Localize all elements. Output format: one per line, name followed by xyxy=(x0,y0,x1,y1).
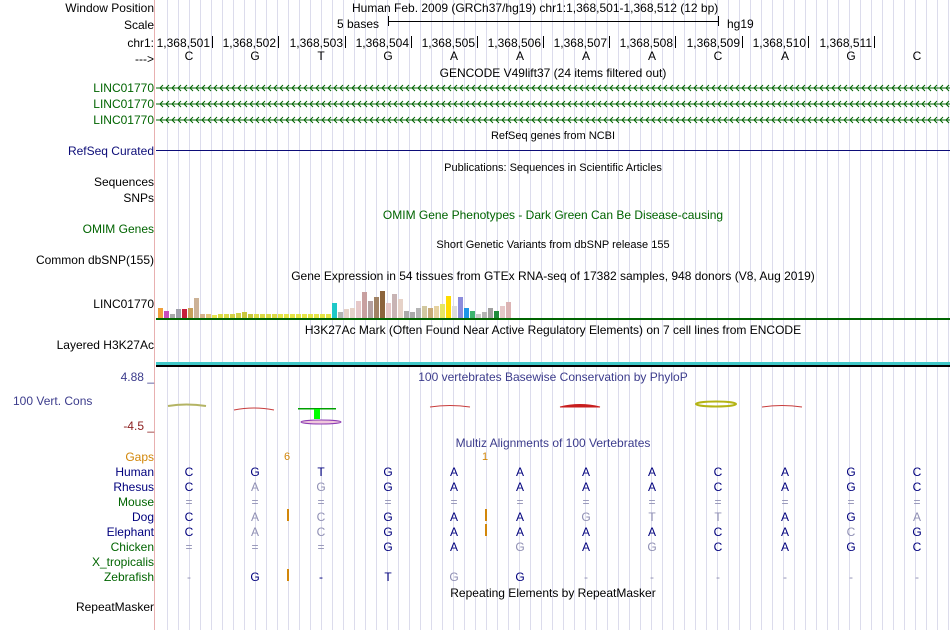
gtex-tissue-bar[interactable] xyxy=(470,311,475,318)
aligned-base: C xyxy=(713,465,723,479)
species-label[interactable]: Elephant xyxy=(106,525,154,539)
gtex-tissue-bar[interactable] xyxy=(404,311,409,318)
aligned-base: = xyxy=(251,540,259,554)
aligned-base: C xyxy=(184,525,194,539)
aligned-base: - xyxy=(584,570,588,584)
gencode-item-label[interactable]: LINC01770 xyxy=(93,97,154,111)
aligned-base: A xyxy=(515,510,524,524)
ruler-position-label: 1,368,508 xyxy=(619,36,673,50)
species-label[interactable]: Human xyxy=(115,465,154,479)
cons-max: 4.88 _ xyxy=(120,370,154,384)
gtex-tissue-bar[interactable] xyxy=(458,297,463,318)
pubs-label-snps[interactable]: SNPs xyxy=(123,191,154,205)
aligned-base: C xyxy=(713,480,723,494)
pubs-track-title[interactable]: Publications: Sequences in Scientific Articles xyxy=(444,162,662,174)
gtex-tissue-bar[interactable] xyxy=(494,311,499,318)
aligned-base: C xyxy=(184,510,194,524)
aligned-base: A xyxy=(647,465,656,479)
gtex-label[interactable]: LINC01770 xyxy=(93,297,154,311)
ruler-position-label: 1,368,502 xyxy=(222,36,276,50)
aligned-base: A xyxy=(515,480,524,494)
aligned-base: T xyxy=(648,510,656,524)
gtex-tissue-bar[interactable] xyxy=(500,306,505,318)
ruler-tick xyxy=(278,36,279,48)
gtex-tissue-bar[interactable] xyxy=(392,294,397,318)
aligned-base: A xyxy=(449,510,458,524)
gtex-tissue-bar[interactable] xyxy=(434,306,439,318)
ruler-position-label: 1,368,505 xyxy=(421,36,475,50)
aligned-base: G xyxy=(846,465,856,479)
reference-base: A xyxy=(647,49,656,63)
aligned-base: A xyxy=(780,525,789,539)
gtex-tissue-bar[interactable] xyxy=(356,301,361,318)
aligned-base: C xyxy=(713,540,723,554)
aligned-base: C xyxy=(184,480,194,494)
aligned-base: G xyxy=(383,465,393,479)
reference-base: G xyxy=(250,49,260,63)
reference-base: A xyxy=(449,49,458,63)
aligned-base: C xyxy=(846,525,856,539)
aligned-base: - xyxy=(716,570,720,584)
gtex-tissue-bar[interactable] xyxy=(176,309,181,318)
gencode-gene-models[interactable] xyxy=(156,80,950,128)
aligned-base: T xyxy=(714,510,722,524)
h3k27ac-baseline xyxy=(156,365,950,367)
aligned-base: G xyxy=(581,510,591,524)
dbsnp-track-title[interactable]: Short Genetic Variants from dbSNP release 155 xyxy=(436,239,670,251)
gtex-tissue-bar[interactable] xyxy=(368,301,373,318)
aligned-base: A xyxy=(581,480,590,494)
gap-count: 1 xyxy=(482,451,489,463)
cons-min: -4.5 _ xyxy=(123,419,154,433)
species-label[interactable]: X_tropicalis xyxy=(91,555,154,569)
multiz-track-title[interactable]: Multiz Alignments of 100 Vertebrates xyxy=(455,436,651,450)
scale-label: Scale xyxy=(123,18,154,32)
aligned-base: C xyxy=(316,525,326,539)
gtex-tissue-bar[interactable] xyxy=(332,303,337,318)
h3k27ac-track-title[interactable]: H3K27Ac Mark (Often Found Near Active Regulatory Elements) on 7 cell lines from ENCODE xyxy=(304,323,802,337)
refseq-track-title[interactable]: RefSeq genes from NCBI xyxy=(490,130,616,142)
aligned-base: A xyxy=(250,480,259,494)
gtex-tissue-bar[interactable] xyxy=(350,308,355,318)
aligned-base: = xyxy=(648,495,656,509)
cons-track-title[interactable]: 100 vertebrates Basewise Conservation by PhyloP xyxy=(418,370,688,384)
gtex-tissue-bar[interactable] xyxy=(440,304,445,318)
gtex-tissue-bar[interactable] xyxy=(380,291,385,318)
aligned-base: G xyxy=(250,465,260,479)
reference-base: T xyxy=(317,49,325,63)
aligned-base: A xyxy=(250,525,259,539)
aligned-base: T xyxy=(317,465,325,479)
assembly-label: hg19 xyxy=(727,17,754,31)
gtex-tissue-bar[interactable] xyxy=(194,298,199,318)
aligned-base: G xyxy=(515,570,525,584)
gtex-tissue-bar[interactable] xyxy=(374,297,379,318)
gtex-tissue-bar[interactable] xyxy=(362,292,367,318)
aligned-base: G xyxy=(912,525,922,539)
aligned-base: A xyxy=(449,465,458,479)
aligned-base: = xyxy=(781,495,789,509)
gencode-item-label[interactable]: LINC01770 xyxy=(93,81,154,95)
aligned-base: = xyxy=(714,495,722,509)
aligned-base: = xyxy=(317,540,325,554)
aligned-base: G xyxy=(316,480,326,494)
aligned-base: = xyxy=(847,495,855,509)
insertion-markers xyxy=(156,505,950,585)
repeat-track-title[interactable]: Repeating Elements by RepeatMasker xyxy=(450,586,656,600)
aligned-base: A xyxy=(581,465,590,479)
aligned-base: - xyxy=(319,570,323,584)
gtex-track-title[interactable]: Gene Expression in 54 tissues from GTEx RNA-seq of 17382 samples, 948 donors (V8, Aug 2019) xyxy=(291,269,815,283)
cons-label[interactable]: 100 Vert. Cons xyxy=(13,394,93,408)
aligned-base: G xyxy=(846,540,856,554)
gtex-tissue-bar[interactable] xyxy=(464,308,469,318)
aligned-base: A xyxy=(581,540,590,554)
strand-label: ---> xyxy=(135,52,154,66)
aligned-base: = xyxy=(251,495,259,509)
species-label[interactable]: Chicken xyxy=(110,540,154,554)
ruler-tick xyxy=(808,36,809,48)
reference-base: A xyxy=(780,49,789,63)
gtex-expression-bars[interactable] xyxy=(156,284,950,320)
aligned-base: = xyxy=(185,495,193,509)
gtex-tissue-bar[interactable] xyxy=(386,303,391,318)
aligned-base: G xyxy=(383,540,393,554)
aligned-base: = xyxy=(913,495,921,509)
ruler-tick xyxy=(742,36,743,48)
aligned-base: A xyxy=(449,540,458,554)
aligned-base: A xyxy=(515,525,524,539)
aligned-base: = xyxy=(384,495,392,509)
aligned-base: C xyxy=(912,540,922,554)
ruler-tick xyxy=(675,36,676,48)
ruler-position-label: 1,368,511 xyxy=(819,36,872,50)
conservation-plot[interactable] xyxy=(156,398,950,428)
ruler-tick xyxy=(874,36,875,48)
repeat-label[interactable]: RepeatMasker xyxy=(75,600,154,614)
h3k27ac-label[interactable]: Layered H3K27Ac xyxy=(56,338,154,352)
aligned-base: A xyxy=(780,465,789,479)
gtex-tissue-bar[interactable] xyxy=(398,299,403,318)
aligned-base: T xyxy=(384,570,392,584)
reference-base: C xyxy=(713,49,723,63)
aligned-base: G xyxy=(383,510,393,524)
scale-bar-right-cap xyxy=(718,16,719,26)
species-label[interactable]: Rhesus xyxy=(113,480,154,494)
aligned-base: C xyxy=(184,465,194,479)
reference-base: C xyxy=(912,49,922,63)
ruler-position-label: 1,368,509 xyxy=(686,36,740,50)
aligned-base: - xyxy=(650,570,654,584)
gap-count: 6 xyxy=(284,451,291,463)
aligned-base: G xyxy=(846,510,856,524)
reference-base: A xyxy=(581,49,590,63)
aligned-base: = xyxy=(582,495,590,509)
gtex-tissue-bar[interactable] xyxy=(506,302,511,318)
aligned-base: - xyxy=(187,570,191,584)
window-position-value: Human Feb. 2009 (GRCh37/hg19) chr1:1,368,501-1,368,512 (12 bp) xyxy=(352,1,719,15)
gtex-tissue-bar[interactable] xyxy=(188,308,193,318)
aligned-base: = xyxy=(185,540,193,554)
aligned-base: A xyxy=(581,525,590,539)
dbsnp-label[interactable]: Common dbSNP(155) xyxy=(35,253,154,267)
gtex-baseline xyxy=(156,318,950,320)
ruler-tick xyxy=(477,36,478,48)
aligned-base: G xyxy=(647,540,657,554)
reference-base: A xyxy=(515,49,524,63)
omim-track-title[interactable]: OMIM Gene Phenotypes - Dark Green Can Be Disease-causing xyxy=(382,208,724,222)
species-label[interactable]: Dog xyxy=(131,510,154,524)
gtex-tissue-bar[interactable] xyxy=(452,306,457,318)
aligned-base: G xyxy=(250,570,260,584)
reference-base: C xyxy=(184,49,194,63)
aligned-base: A xyxy=(250,510,259,524)
aligned-base: = xyxy=(516,495,524,509)
aligned-base: A xyxy=(515,465,524,479)
gtex-tissue-bar[interactable] xyxy=(422,306,427,318)
refseq-gene-line[interactable] xyxy=(156,150,950,151)
scale-text: 5 bases xyxy=(337,17,380,31)
gencode-item-label[interactable]: LINC01770 xyxy=(93,113,154,127)
species-label[interactable]: Zebrafish xyxy=(103,570,154,584)
gtex-tissue-bar[interactable] xyxy=(446,296,451,318)
refseq-label[interactable]: RefSeq Curated xyxy=(67,144,154,158)
aligned-base: G xyxy=(846,480,856,494)
gtex-tissue-bar[interactable] xyxy=(344,309,349,318)
species-label[interactable]: Mouse xyxy=(117,495,154,509)
ruler-position-label: 1,368,510 xyxy=(752,36,806,50)
ruler-tick xyxy=(212,36,213,48)
ruler-tick xyxy=(609,36,610,48)
aligned-base: A xyxy=(912,510,921,524)
ruler-position-label: 1,368,504 xyxy=(355,36,409,50)
aligned-base: - xyxy=(915,570,919,584)
gaps-label: Gaps xyxy=(125,450,154,464)
ruler-position-label: 1,368,501 xyxy=(156,36,210,50)
ruler-position-label: 1,368,507 xyxy=(553,36,607,50)
aligned-base: A xyxy=(780,540,789,554)
ruler-tick xyxy=(543,36,544,48)
aligned-base: = xyxy=(450,495,458,509)
reference-base: G xyxy=(846,49,856,63)
gtex-tissue-bar[interactable] xyxy=(416,308,421,318)
aligned-base: G xyxy=(449,570,459,584)
ruler-tick xyxy=(345,36,346,48)
aligned-base: C xyxy=(912,465,922,479)
aligned-base: - xyxy=(849,570,853,584)
aligned-base: A xyxy=(647,480,656,494)
gtex-tissue-bar[interactable] xyxy=(488,308,493,318)
gtex-tissue-bar[interactable] xyxy=(182,309,187,318)
aligned-base: C xyxy=(912,480,922,494)
aligned-base: A xyxy=(449,525,458,539)
omim-label[interactable]: OMIM Genes xyxy=(82,222,154,236)
aligned-base: C xyxy=(713,525,723,539)
gencode-track-title[interactable]: GENCODE V49lift37 (24 items filtered out) xyxy=(439,66,667,80)
aligned-base: - xyxy=(783,570,787,584)
aligned-base: G xyxy=(383,525,393,539)
ruler-position-label: 1,368,503 xyxy=(289,36,343,50)
reference-base: G xyxy=(383,49,393,63)
window-position-label: Window Position xyxy=(65,1,154,15)
ruler-tick xyxy=(411,36,412,48)
aligned-base: A xyxy=(449,480,458,494)
label-separator xyxy=(154,0,155,630)
aligned-base: G xyxy=(383,480,393,494)
scale-bar xyxy=(388,21,718,22)
aligned-base: G xyxy=(515,540,525,554)
gtex-tissue-bar[interactable] xyxy=(158,308,163,318)
gtex-tissue-bar[interactable] xyxy=(164,311,169,318)
aligned-base: A xyxy=(780,480,789,494)
pubs-label-sequences[interactable]: Sequences xyxy=(93,175,154,189)
gtex-tissue-bar[interactable] xyxy=(428,308,433,318)
ruler-position-label: 1,368,506 xyxy=(487,36,541,50)
aligned-base: = xyxy=(317,495,325,509)
aligned-base: A xyxy=(780,510,789,524)
chrom-label: chr1: xyxy=(127,36,154,50)
aligned-base: A xyxy=(647,525,656,539)
aligned-base: C xyxy=(316,510,326,524)
